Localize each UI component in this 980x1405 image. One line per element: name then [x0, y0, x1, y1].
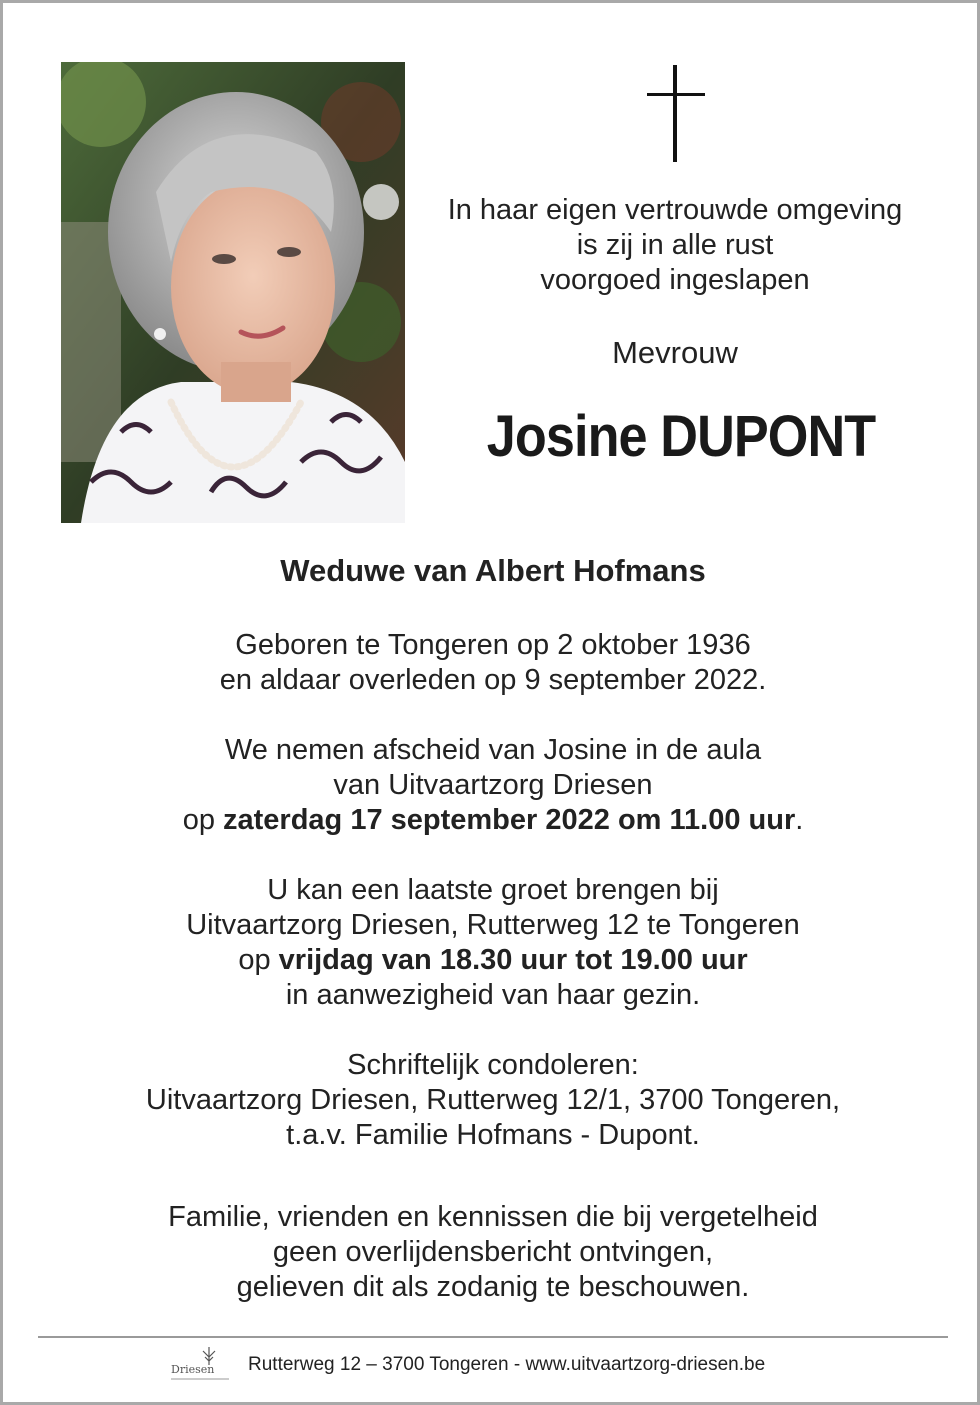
visit-line: U kan een laatste groet brengen bij: [267, 874, 719, 906]
svg-text:Driesen: Driesen: [171, 1363, 215, 1376]
visit-datetime: [43, 943, 943, 978]
notice: [43, 1200, 943, 1305]
birth-details: [43, 628, 943, 698]
ceremony-prefix: op: [182, 804, 224, 836]
notice-line: Familie, vrienden en kennissen die bij vergetelheid: [168, 1201, 818, 1233]
ceremony-details: [43, 733, 943, 838]
condolence-recipient: t.a.v. Familie Hofmans - Dupont.: [286, 1119, 700, 1151]
birth-line: Geboren te Tongeren op 2 oktober 1936: [235, 629, 751, 661]
driesen-logo: [169, 1343, 233, 1385]
announcement-body: [43, 551, 943, 1305]
notice-line: gelieven dit als zodanig te beschouwen.: [236, 1271, 750, 1303]
portrait-photo: [61, 62, 405, 523]
ceremony-line: van Uitvaartzorg Driesen: [333, 769, 653, 801]
intro-line: voorgoed ingeslapen: [540, 264, 810, 296]
condolence-address: Uitvaartzorg Driesen, Rutterweg 12/1, 3700 Tongeren,: [145, 1084, 841, 1116]
visit-time: vrijdag van 18.30 uur tot 19.00 uur: [278, 944, 748, 976]
visit-line: Uitvaartzorg Driesen, Rutterweg 12 te Tongeren: [186, 909, 800, 941]
portrait-image: [61, 62, 405, 523]
cross-icon: [647, 65, 705, 162]
footer-divider: [38, 1336, 948, 1338]
ceremony-date: zaterdag 17 september 2022 om 11.00 uur: [223, 804, 796, 836]
intro-text: [405, 193, 945, 298]
visit-details: [43, 873, 943, 1013]
footer: [3, 1343, 980, 1388]
ceremony-line: We nemen afscheid van Josine in de aula: [224, 734, 762, 766]
visit-prefix: op: [238, 944, 279, 976]
title-prefix: Mevrouw: [612, 335, 738, 370]
condolence-line: Schriftelijk condoleren:: [347, 1049, 639, 1081]
visit-line: in aanwezigheid van haar gezin.: [285, 979, 701, 1011]
notice-line: geen overlijdensbericht ontvingen,: [272, 1236, 714, 1268]
death-line: en aldaar overleden op 9 september 2022.: [219, 664, 767, 696]
footer-address: Rutterweg 12 – 3700 Tongeren - www.uitvaartzorg-driesen.be: [248, 1354, 766, 1375]
deceased-name: Josine DUPONT: [486, 404, 876, 469]
intro-line: In haar eigen vertrouwde omgeving: [447, 194, 903, 226]
ceremony-suffix: .: [795, 804, 804, 836]
intro-line: is zij in alle rust: [576, 229, 774, 261]
ceremony-datetime: [43, 803, 943, 838]
condolence-details: [43, 1048, 943, 1153]
widow-of: Weduwe van Albert Hofmans: [280, 553, 706, 588]
